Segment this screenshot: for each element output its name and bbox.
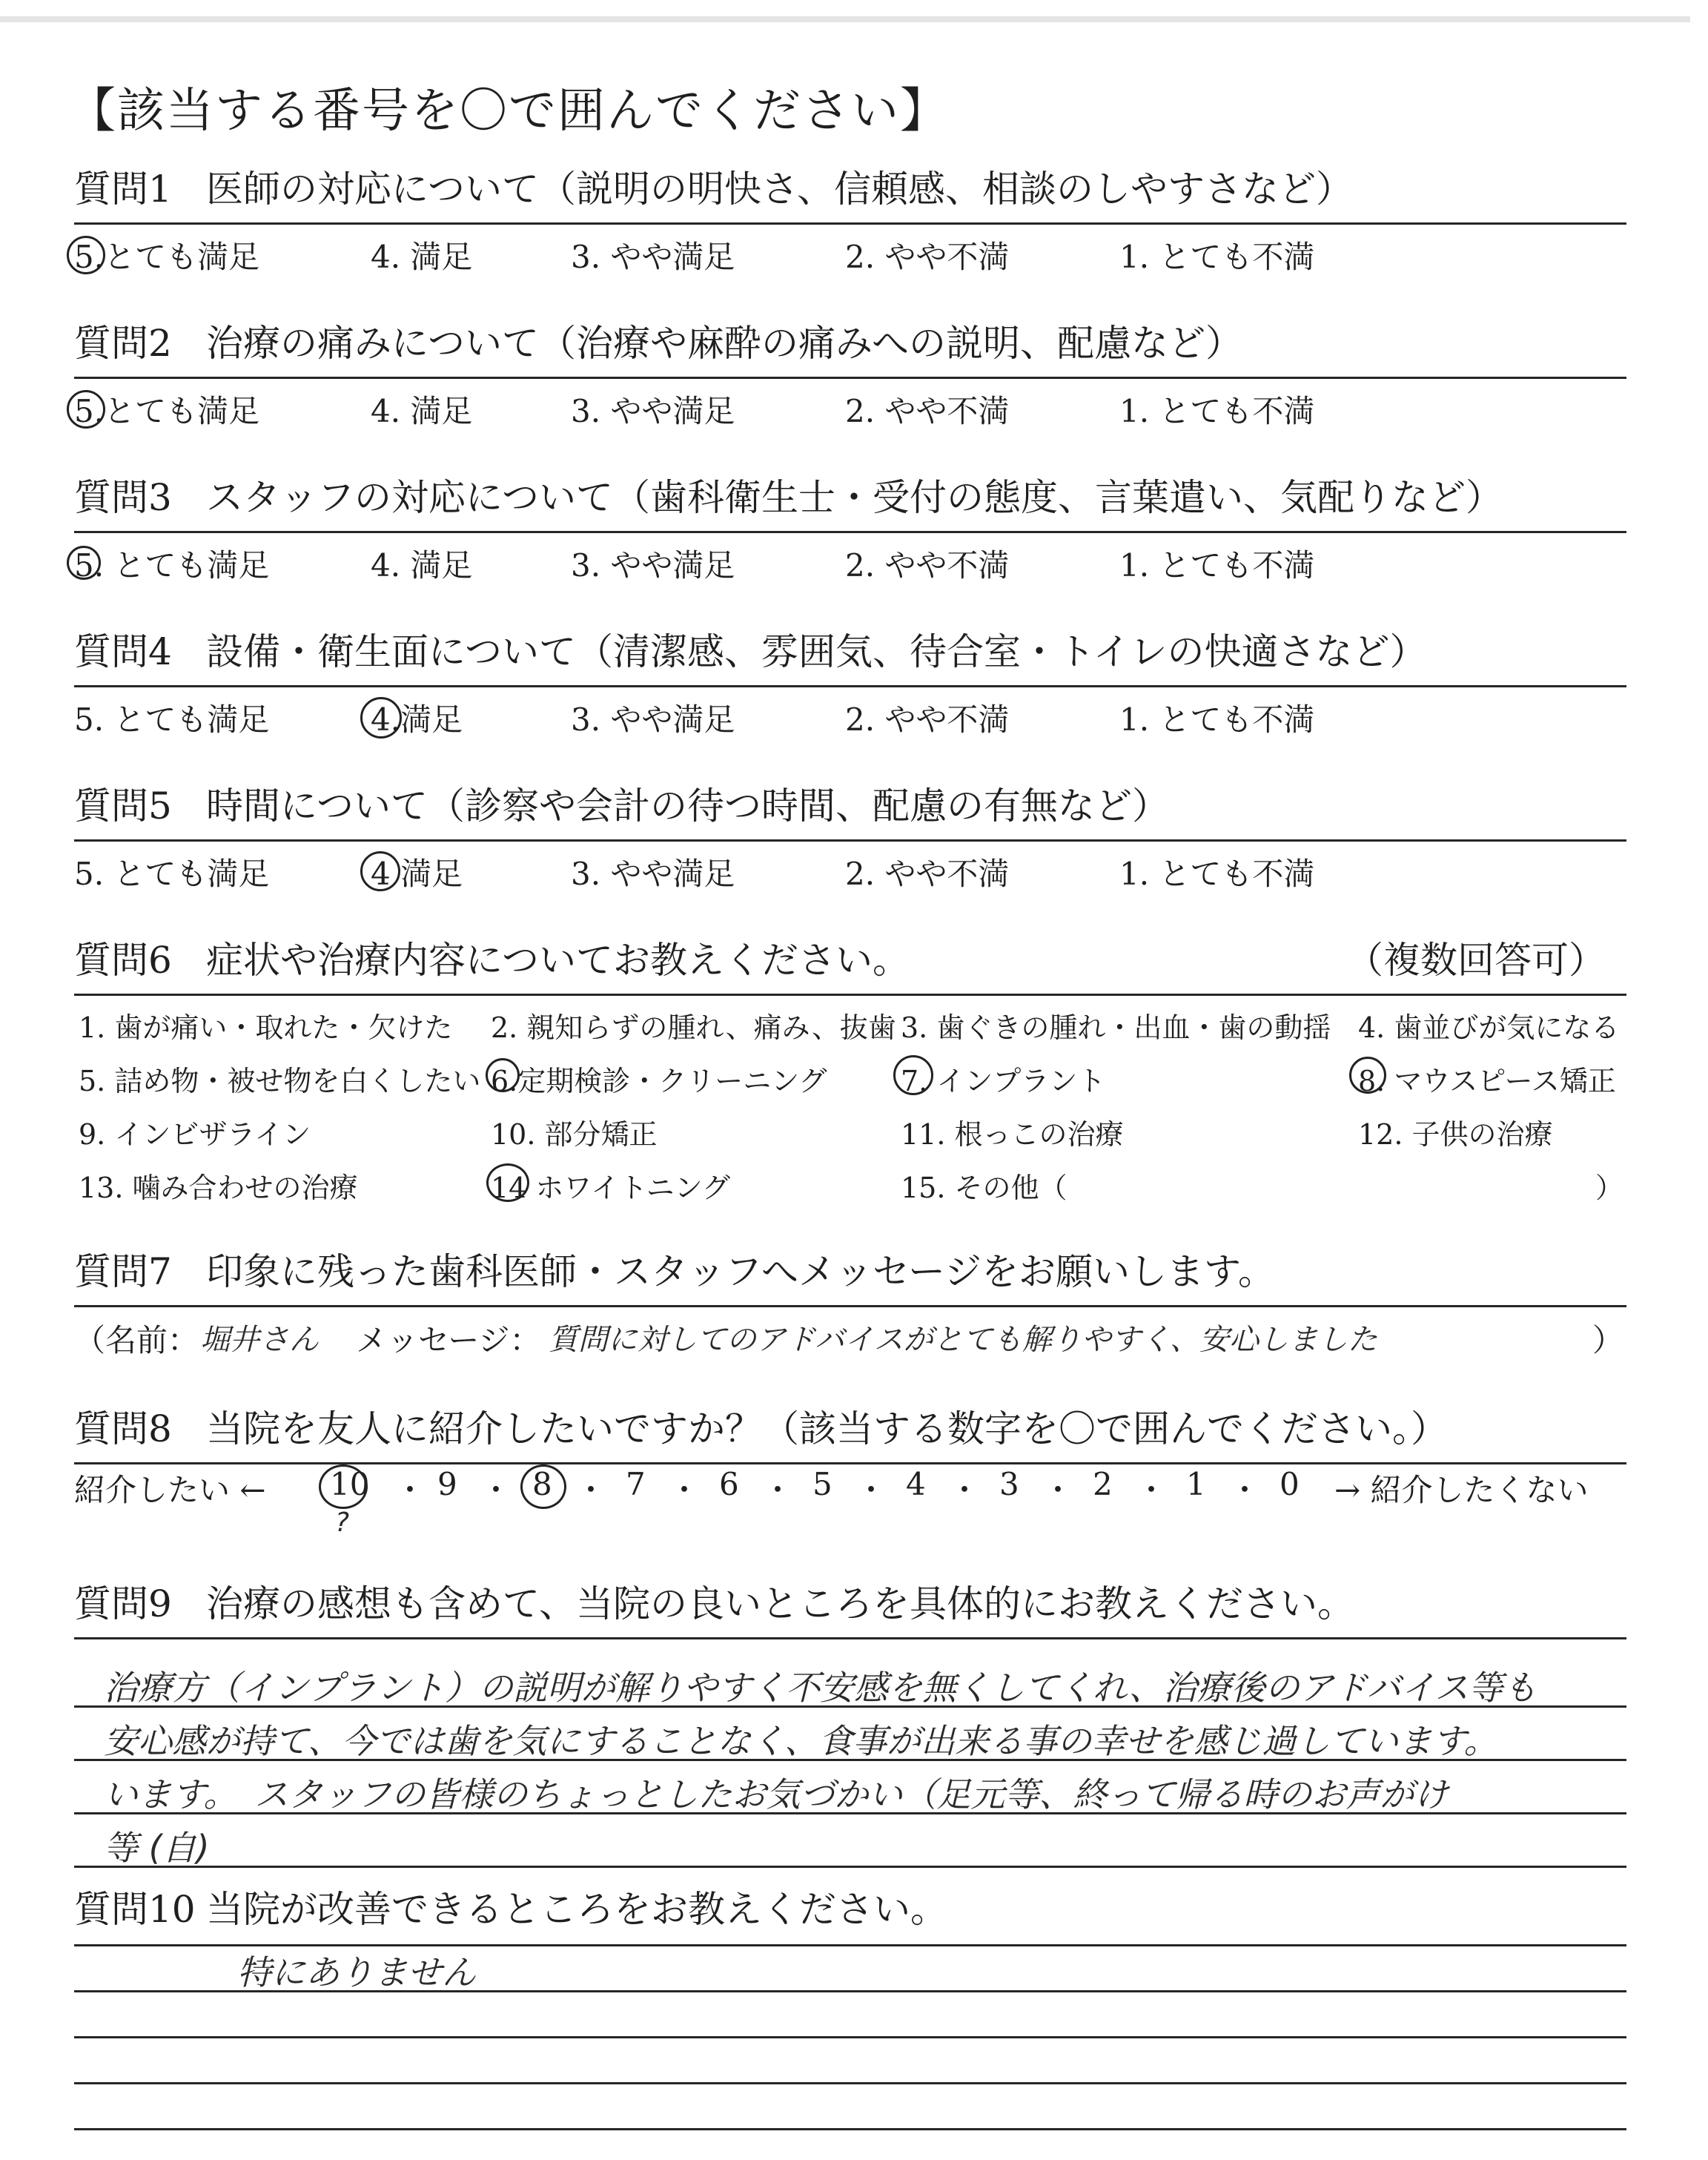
- question-8: [74, 1403, 1626, 1464]
- scale-value[interactable]: 9: [437, 1466, 457, 1502]
- scale-value[interactable]: 8: [532, 1466, 552, 1502]
- q6-item[interactable]: 10. 部分矯正: [491, 1118, 658, 1151]
- answer-line: [74, 1759, 1626, 1814]
- option-2[interactable]: 2. やや不満: [845, 856, 1010, 892]
- q6-item[interactable]: 9. インビザライン: [79, 1118, 311, 1151]
- question-5: [74, 780, 1626, 842]
- question-text: 治療の痛みについて（治療や麻酔の痛みへの説明、配慮など）: [206, 322, 1242, 365]
- multiple-answers-note: （複数回答可）: [1346, 939, 1606, 982]
- question-number: 質問8: [74, 1407, 172, 1450]
- answer-line: [74, 2082, 1626, 2130]
- question-number: 質問1: [74, 168, 172, 211]
- option-1[interactable]: 1. とても不満: [1119, 393, 1315, 429]
- scale-value[interactable]: 7: [626, 1466, 646, 1502]
- q6-item[interactable]: 6.定期検診・クリーニング: [491, 1065, 827, 1097]
- answer-line-text[interactable]: 等 (自): [104, 1828, 210, 1868]
- message-label: メッセージ：: [356, 1322, 541, 1358]
- question-mark: ?: [335, 1507, 350, 1538]
- selection-circle-icon: [360, 851, 400, 891]
- question-3-options: [74, 541, 1626, 583]
- option-3[interactable]: 3. やや満足: [571, 547, 735, 584]
- question-number: 質問6: [74, 939, 172, 982]
- question-5-options: [74, 850, 1626, 891]
- q6-item[interactable]: 14 ホワイトニング: [491, 1172, 731, 1204]
- scale-dot: ・: [480, 1472, 512, 1508]
- scale-dot: ・: [394, 1472, 426, 1508]
- option-4[interactable]: 4. 満足: [371, 239, 473, 275]
- q6-item[interactable]: 4. 歯並びが気になる: [1358, 1011, 1620, 1044]
- option-2[interactable]: 2. やや不満: [845, 239, 1010, 275]
- option-3[interactable]: 3. やや満足: [571, 701, 735, 738]
- message-close-paren: ）: [1592, 1322, 1623, 1358]
- answer-line: [74, 1812, 1626, 1868]
- message-line: [74, 1316, 1626, 1370]
- option-5[interactable]: 5. とても満足: [74, 547, 270, 584]
- question-7: [74, 1246, 1626, 1307]
- form-title: 【該当する番号を〇で囲んでください】: [68, 84, 949, 139]
- option-3[interactable]: 3. やや満足: [571, 856, 735, 892]
- answer-line-text[interactable]: 特にありません: [237, 1952, 476, 1992]
- option-3[interactable]: 3. やや満足: [571, 239, 735, 275]
- answer-line: [74, 1944, 1626, 1992]
- question-2: [74, 317, 1626, 379]
- option-5[interactable]: 5.とても満足: [74, 393, 260, 429]
- question-number: 質問10: [74, 1888, 196, 1931]
- answer-line-text[interactable]: います。 スタッフの皆様のちょっとしたお気づかい（足元等、終って帰る時のお声がけ: [104, 1774, 1449, 1814]
- question-text: 症状や治療内容についてお教えください。: [206, 939, 910, 982]
- scale-value[interactable]: 6: [719, 1466, 739, 1502]
- question-1-options: [74, 233, 1626, 274]
- question-number: 質問5: [74, 785, 172, 828]
- question-2-options: [74, 387, 1626, 429]
- scale-dot: ・: [855, 1472, 887, 1508]
- recommend-scale: [74, 1466, 1626, 1538]
- option-1[interactable]: 1. とても不満: [1119, 239, 1315, 275]
- question-9: [74, 1578, 1626, 1639]
- question-text: 印象に残った歯科医師・スタッフへメッセージをお願いします。: [206, 1250, 1275, 1293]
- selection-circle-icon: [486, 1163, 529, 1202]
- selection-circle-icon: [520, 1464, 566, 1509]
- scale-dot: ・: [669, 1472, 701, 1508]
- question-4-options: [74, 696, 1626, 737]
- scale-dot: ・: [1136, 1472, 1168, 1508]
- option-5[interactable]: 5. とても満足: [74, 701, 270, 738]
- answer-line: [74, 1652, 1626, 1708]
- question-text: 医師の対応について（説明の明快さ、信頼感、相談のしやすさなど）: [206, 168, 1353, 211]
- question-text: 時間について（診察や会計の待つ時間、配慮の有無など）: [206, 785, 1169, 828]
- q6-item[interactable]: 1. 歯が痛い・取れた・欠けた: [79, 1011, 453, 1044]
- scale-left-label: 紹介したい ←: [74, 1472, 266, 1508]
- question-text: 当院を友人に紹介したいですか？（該当する数字を〇で囲んでください。）: [206, 1407, 1448, 1450]
- name-label: （名前：: [74, 1322, 199, 1358]
- scale-right-label: → 紹介したくない: [1334, 1472, 1589, 1508]
- option-2[interactable]: 2. やや不満: [845, 701, 1010, 738]
- q6-item[interactable]: 5. 詰め物・被せ物を白くしたい: [79, 1065, 481, 1097]
- scale-value[interactable]: 4: [906, 1466, 926, 1502]
- scale-dot: ・: [1229, 1472, 1261, 1508]
- name-value[interactable]: 堀井さん: [200, 1323, 319, 1357]
- question-6: [74, 934, 1626, 996]
- option-1[interactable]: 1. とても不満: [1119, 856, 1315, 892]
- question-number: 質問2: [74, 322, 172, 365]
- scale-dot: ・: [762, 1472, 794, 1508]
- scale-value[interactable]: 10: [330, 1466, 370, 1502]
- answer-line-text[interactable]: 安心感が持て、今では歯を気にすることなく、食事が出来る事の幸せを感じ過しています。: [104, 1721, 1498, 1761]
- scale-value[interactable]: 1: [1186, 1466, 1206, 1502]
- option-1[interactable]: 1. とても不満: [1119, 701, 1315, 738]
- selection-circle-icon: [360, 697, 402, 739]
- selection-circle-icon: [1349, 1057, 1386, 1094]
- answer-line: [74, 1705, 1626, 1761]
- selection-circle-icon: [67, 546, 101, 580]
- selection-circle-icon: [67, 390, 105, 429]
- scale-dot: ・: [575, 1472, 607, 1508]
- q6-item[interactable]: 7. インプラント: [901, 1065, 1106, 1097]
- option-4[interactable]: 4. 満足: [371, 547, 473, 584]
- question-1: [74, 163, 1626, 225]
- selection-circle-icon: [893, 1055, 933, 1095]
- scale-dot: ・: [1042, 1472, 1074, 1508]
- option-5[interactable]: 5.とても満足: [74, 239, 260, 275]
- option-1[interactable]: 1. とても不満: [1119, 547, 1315, 584]
- option-4[interactable]: 4.満足: [371, 701, 463, 738]
- question-number: 質問4: [74, 630, 172, 673]
- q6-item[interactable]: 3. 歯ぐきの腫れ・出血・歯の動揺: [901, 1011, 1331, 1044]
- q6-item[interactable]: 11. 根っこの治療: [901, 1118, 1124, 1151]
- question-4: [74, 626, 1626, 687]
- other-close-paren: ）: [1595, 1172, 1623, 1204]
- question-number: 質問9: [74, 1582, 172, 1625]
- option-2[interactable]: 2. やや不満: [845, 547, 1010, 584]
- q6-item[interactable]: 15. その他（: [901, 1172, 1068, 1204]
- option-3[interactable]: 3. やや満足: [571, 393, 735, 429]
- option-4[interactable]: 4 満足: [371, 856, 463, 892]
- question-number: 質問3: [74, 476, 172, 519]
- option-2[interactable]: 2. やや不満: [845, 393, 1010, 429]
- answer-line: [74, 2036, 1626, 2084]
- selection-circle-icon: [67, 236, 105, 274]
- selection-circle-icon: [319, 1464, 368, 1509]
- top-edge: [0, 16, 1690, 22]
- answer-line: [74, 1898, 1626, 1946]
- question-text: 設備・衛生面について（清潔感、雰囲気、待合室・トイレの快適さなど）: [206, 630, 1427, 673]
- question-text: 当院が改善できるところをお教えください。: [206, 1888, 947, 1931]
- q6-item[interactable]: 12. 子供の治療: [1358, 1118, 1553, 1151]
- option-5[interactable]: 5. とても満足: [74, 856, 270, 892]
- option-4[interactable]: 4. 満足: [371, 393, 473, 429]
- scale-value[interactable]: 5: [812, 1466, 833, 1502]
- q6-item[interactable]: 13. 噛み合わせの治療: [79, 1172, 358, 1204]
- question-text: スタッフの対応について（歯科衛生士・受付の態度、言葉遣い、気配りなど）: [206, 476, 1503, 519]
- q6-item[interactable]: 2. 親知らずの腫れ、痛み、抜歯: [491, 1011, 896, 1044]
- question-3: [74, 472, 1626, 533]
- scale-value[interactable]: 3: [999, 1466, 1019, 1502]
- message-value[interactable]: 質問に対してのアドバイスがとても解りやすく、安心しました: [549, 1323, 1377, 1357]
- scale-value[interactable]: 0: [1280, 1466, 1300, 1502]
- question-text: 治療の感想も含めて、当院の良いところを具体的にお教えください。: [206, 1582, 1354, 1625]
- answer-line-text[interactable]: 治療方（インプラント）の説明が解りやすく不安感を無くしてくれ、治療後のアドバイス等も: [104, 1668, 1537, 1708]
- question-number: 質問7: [74, 1250, 172, 1293]
- q6-item[interactable]: 8. マウスピース矯正: [1358, 1065, 1616, 1097]
- scale-dot: ・: [949, 1472, 981, 1508]
- scale-value[interactable]: 2: [1093, 1466, 1113, 1502]
- selection-circle-icon: [486, 1058, 520, 1092]
- answer-line: [74, 1990, 1626, 2038]
